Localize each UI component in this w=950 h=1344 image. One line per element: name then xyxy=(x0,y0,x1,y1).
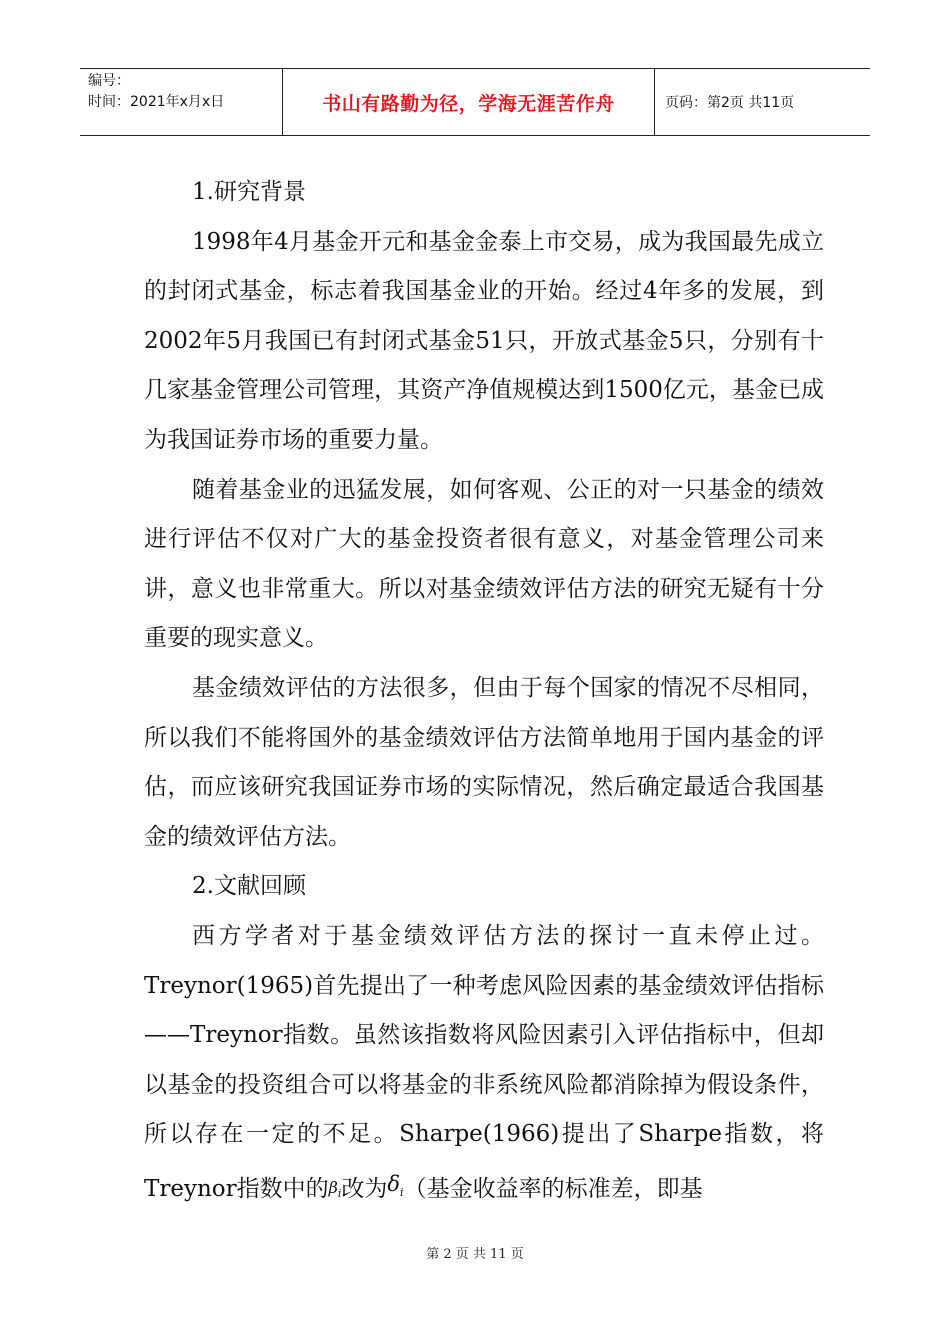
header-page-info: 页码：第2页 共11页 xyxy=(665,95,795,111)
paragraph-4-text-b: （基金收益率的标准差，即基 xyxy=(403,1175,703,1202)
section-title-background: 1.研究背景 xyxy=(192,179,306,205)
paragraph-1: 1998年4月基金开元和基金金泰上市交易，成为我国最先成立的封闭式基金，标志着我国基金业的开始。经过4年多的发展，到2002年5月我国已有封闭式基金51只，开放式基金5只，分别有十几家基金管理公司管理，其资产净值规模达到1500亿元，基金已成为我国证券市场的重要力量。 xyxy=(144,228,824,453)
paragraph-4-text-mid: 改为 xyxy=(341,1175,388,1202)
page-footer: 第 2 页 共 11 页 xyxy=(426,1247,524,1262)
page-header xyxy=(80,68,870,136)
number-label: 编号： xyxy=(88,73,130,89)
delta-symbol: $\delta_i$ xyxy=(387,1171,404,1200)
header-motto: 书山有路勤为径，学海无涯苦作舟 xyxy=(283,69,655,135)
date-label: 时间：2021年x月x日 xyxy=(88,94,225,110)
paragraph-2: 随着基金业的迅猛发展，如何客观、公正的对一只基金的绩效进行评估不仅对广大的基金投资者很有意义，对基金管理公司来讲，意义也非常重大。所以对基金绩效评估方法的研究无疑有十分重要的现实意义。 xyxy=(144,476,824,652)
document-body xyxy=(144,168,824,1219)
header-meta xyxy=(80,69,283,135)
section-title-literature: 2.文献回顾 xyxy=(192,873,306,900)
paragraph-4 xyxy=(144,912,824,1219)
beta-symbol: $\beta_i$ xyxy=(328,1177,342,1201)
paragraph-4-text-a: 西方学者对于基金绩效评估方法的探讨一直未停止过。Treynor(1965)首先提出了一种考虑风险因素的基金绩效评估指标——Treynor指数。虽然该指数将风险因素引入评估指标中，但却以基金的投资组合可以将基金的非系统风险都消除掉为假设条件，所以存在一定的不足。Sharpe(1966)提出了Sharpe指数，将Treynor指数中的 xyxy=(144,922,824,1202)
paragraph-3: 基金绩效评估的方法很多，但由于每个国家的情况不尽相同，所以我们不能将国外的基金绩效评估方法简单地用于国内基金的评估，而应该研究我国证券市场的实际情况，然后确定最适合我国基金的绩效评估方法。 xyxy=(144,674,824,850)
